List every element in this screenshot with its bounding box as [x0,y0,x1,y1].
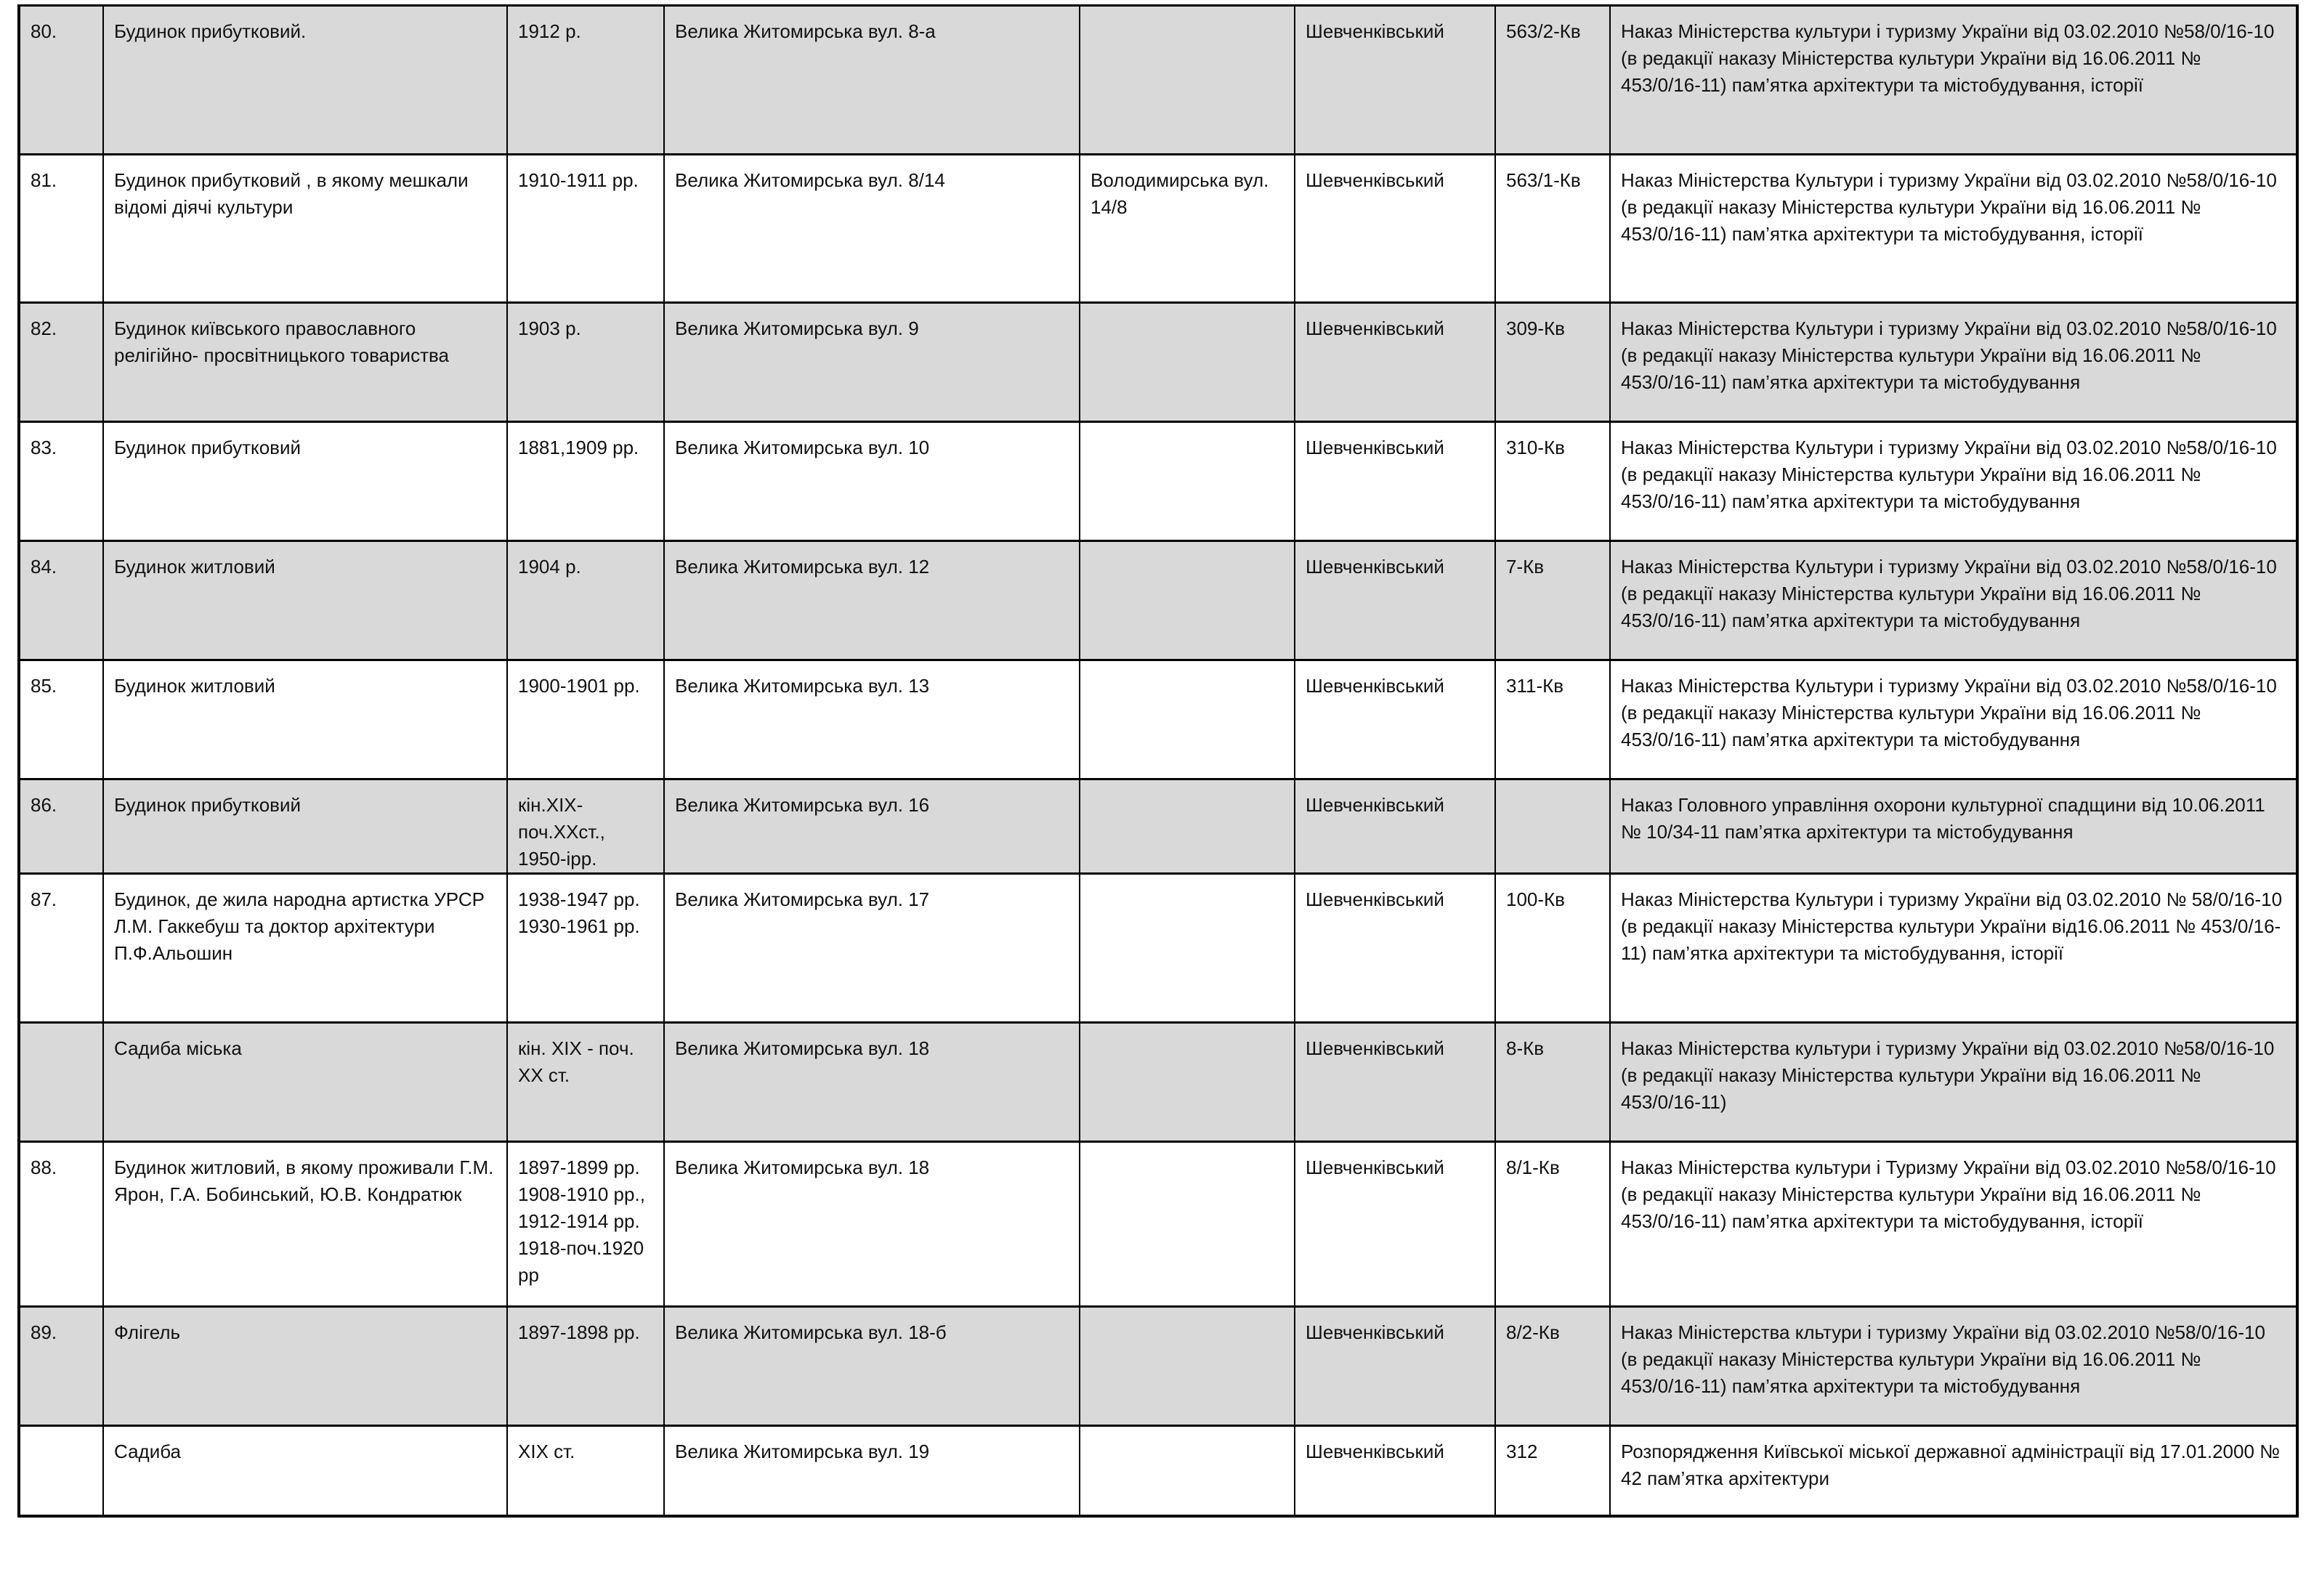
cell-number: 83. [19,422,103,541]
cell-code: 563/2-Кв [1495,6,1610,155]
cell-address: Велика Житомирська вул. 17 [664,874,1080,1023]
cell-code: 312 [1495,1426,1610,1516]
cell-alt-address [1080,1023,1295,1142]
cell-district: Шевченківський [1295,1307,1495,1426]
cell-address: Велика Житомирська вул. 16 [664,779,1080,874]
cell-decree: Наказ Міністерства кльтури і туризму України від 03.02.2010 №58/0/16-10 (в редакції наказу Міністерства культури України від 16.06.2011 № 453/0/16-11) пам’ятка архітектури та містобудування [1610,1307,2297,1426]
cell-number: 84. [19,541,103,660]
cell-name: Будинок прибутковий [103,779,507,874]
cell-alt-address [1080,1307,1295,1426]
cell-district: Шевченківський [1295,660,1495,779]
cell-alt-address [1080,660,1295,779]
cell-name: Будинок, де жила народна артистка УРСР Л.М. Гаккебуш та доктор архітектури П.Ф.Альошин [103,874,507,1023]
table-row [19,1426,2297,1516]
cell-address: Велика Житомирська вул. 9 [664,303,1080,422]
cell-date: 1881,1909 рр. [507,422,664,541]
cell-code: 563/1-Кв [1495,155,1610,303]
cell-date: кін. ХIХ - поч. ХХ ст. [507,1023,664,1142]
cell-number: 85. [19,660,103,779]
cell-district: Шевченківський [1295,1023,1495,1142]
table-row [19,660,2297,779]
cell-date: 1938-1947 рр. 1930-1961 рр. [507,874,664,1023]
cell-district: Шевченківський [1295,6,1495,155]
cell-district: Шевченківський [1295,779,1495,874]
cell-address: Велика Житомирська вул. 8/14 [664,155,1080,303]
cell-district: Шевченківський [1295,155,1495,303]
cell-alt-address [1080,303,1295,422]
cell-decree: Наказ Міністерства культури і туризму України від 03.02.2010 №58/0/16-10 (в редакції наказу Міністерства культури України від 16.06.2011 № 453/0/16-11) [1610,1023,2297,1142]
cell-district: Шевченківський [1295,874,1495,1023]
cell-decree: Наказ Міністерства Культури і туризму України від 03.02.2010 №58/0/16-10 (в редакції наказу Міністерства культури України від 16.06.2011 № 453/0/16-11) пам’ятка архітектури та містобудування [1610,660,2297,779]
cell-district: Шевченківський [1295,422,1495,541]
cell-number: 80. [19,6,103,155]
cell-decree: Наказ Міністерства Культури і туризму України від 03.02.2010 №58/0/16-10 (в редакції наказу Міністерства культури України від 16.06.2011 № 453/0/16-11) пам’ятка архітектури та містобудування [1610,422,2297,541]
cell-date: ХIХ ст. [507,1426,664,1516]
cell-address: Велика Житомирська вул. 18 [664,1142,1080,1307]
cell-date: 1903 р. [507,303,664,422]
table-row [19,422,2297,541]
cell-code: 309-Кв [1495,303,1610,422]
cell-alt-address [1080,6,1295,155]
cell-name: Будинок прибутковий , в якому мешкали відомі діячі культури [103,155,507,303]
cell-decree: Наказ Міністерства Культури і туризму України від 03.02.2010 №58/0/16-10 (в редакції наказу Міністерства культури України від 16.06.2011 № 453/0/16-11) пам’ятка архітектури та містобудування [1610,541,2297,660]
table-row [19,874,2297,1023]
cell-code: 8-Кв [1495,1023,1610,1142]
table-row [19,1023,2297,1142]
cell-district: Шевченківський [1295,303,1495,422]
table-row [19,155,2297,303]
cell-decree: Наказ Міністерства Культури і туризму України від 03.02.2010 №58/0/16-10 (в редакції наказу Міністерства культури України від 16.06.2011 № 453/0/16-11) пам’ятка архітектури та містобудування [1610,303,2297,422]
cell-name: Будинок житловий [103,541,507,660]
cell-code: 311-Кв [1495,660,1610,779]
cell-number: 81. [19,155,103,303]
cell-alt-address [1080,874,1295,1023]
cell-address: Велика Житомирська вул. 19 [664,1426,1080,1516]
cell-code: 310-Кв [1495,422,1610,541]
table-row [19,779,2297,874]
cell-date: 1900-1901 рр. [507,660,664,779]
heritage-registry-table [17,4,2299,1518]
cell-code: 7-Кв [1495,541,1610,660]
cell-district: Шевченківський [1295,541,1495,660]
cell-name: Будинок прибутковий [103,422,507,541]
cell-code: 100-Кв [1495,874,1610,1023]
table-row [19,303,2297,422]
cell-code: 8/2-Кв [1495,1307,1610,1426]
table-row [19,1307,2297,1426]
cell-alt-address [1080,1142,1295,1307]
cell-date: кін.ХIХ-поч.ХХст., 1950-ірр. [507,779,664,874]
cell-number: 88. [19,1142,103,1307]
cell-decree: Наказ Міністерства культури і туризму України від 03.02.2010 №58/0/16-10 (в редакції наказу Міністерства культури України від 16.06.2011 № 453/0/16-11) пам’ятка архітектури та містобудування, історії [1610,6,2297,155]
cell-address: Велика Житомирська вул. 10 [664,422,1080,541]
cell-decree: Наказ Міністерства культури і Туризму України від 03.02.2010 №58/0/16-10 (в редакції наказу Міністерства культури України від 16.06.2011 № 453/0/16-11) пам’ятка архітектури та містобудування, історії [1610,1142,2297,1307]
cell-name: Будинок київського православного релігійно- просвітницького товариства [103,303,507,422]
cell-name: Будинок прибутковий. [103,6,507,155]
cell-date: 1904 р. [507,541,664,660]
cell-alt-address: Володимирська вул. 14/8 [1080,155,1295,303]
cell-number: 89. [19,1307,103,1426]
cell-alt-address [1080,541,1295,660]
cell-decree: Наказ Головного управління охорони культурної спадщини від 10.06.2011 № 10/34-11 пам’ятка архітектури та містобудування [1610,779,2297,874]
cell-address: Велика Житомирська вул. 8-а [664,6,1080,155]
cell-code [1495,779,1610,874]
cell-name: Флігель [103,1307,507,1426]
cell-number [19,1426,103,1516]
cell-address: Велика Житомирська вул. 18 [664,1023,1080,1142]
cell-number: 87. [19,874,103,1023]
cell-decree: Розпорядження Київської міської державної адміністрації від 17.01.2000 № 42 пам’ятка архітектури [1610,1426,2297,1516]
table-row [19,1142,2297,1307]
cell-name: Будинок житловий, в якому проживали Г.М. Ярон, Г.А. Бобинський, Ю.В. Кондратюк [103,1142,507,1307]
cell-alt-address [1080,422,1295,541]
cell-number: 82. [19,303,103,422]
cell-address: Велика Житомирська вул. 18-б [664,1307,1080,1426]
cell-district: Шевченківський [1295,1426,1495,1516]
cell-decree: Наказ Міністерства Культури і туризму України від 03.02.2010 № 58/0/16-10 (в редакції наказу Міністерства культури України від16.06.2011 № 453/0/16-11) пам’ятка архітектури та містобудування, історії [1610,874,2297,1023]
table-row [19,541,2297,660]
cell-date: 1897-1899 рр. 1908-1910 рр., 1912-1914 рр. 1918-поч.1920 рр [507,1142,664,1307]
cell-name: Будинок житловий [103,660,507,779]
table-row [19,6,2297,155]
cell-alt-address [1080,1426,1295,1516]
cell-address: Велика Житомирська вул. 13 [664,660,1080,779]
cell-district: Шевченківський [1295,1142,1495,1307]
cell-date: 1897-1898 рр. [507,1307,664,1426]
cell-name: Садиба міська [103,1023,507,1142]
cell-date: 1910-1911 рр. [507,155,664,303]
cell-address: Велика Житомирська вул. 12 [664,541,1080,660]
cell-decree: Наказ Міністерства Культури і туризму України від 03.02.2010 №58/0/16-10 (в редакції наказу Міністерства культури України від 16.06.2011 № 453/0/16-11) пам’ятка архітектури та містобудування, історії [1610,155,2297,303]
cell-alt-address [1080,779,1295,874]
cell-number: 86. [19,779,103,874]
cell-number [19,1023,103,1142]
cell-date: 1912 р. [507,6,664,155]
cell-name: Садиба [103,1426,507,1516]
cell-code: 8/1-Кв [1495,1142,1610,1307]
